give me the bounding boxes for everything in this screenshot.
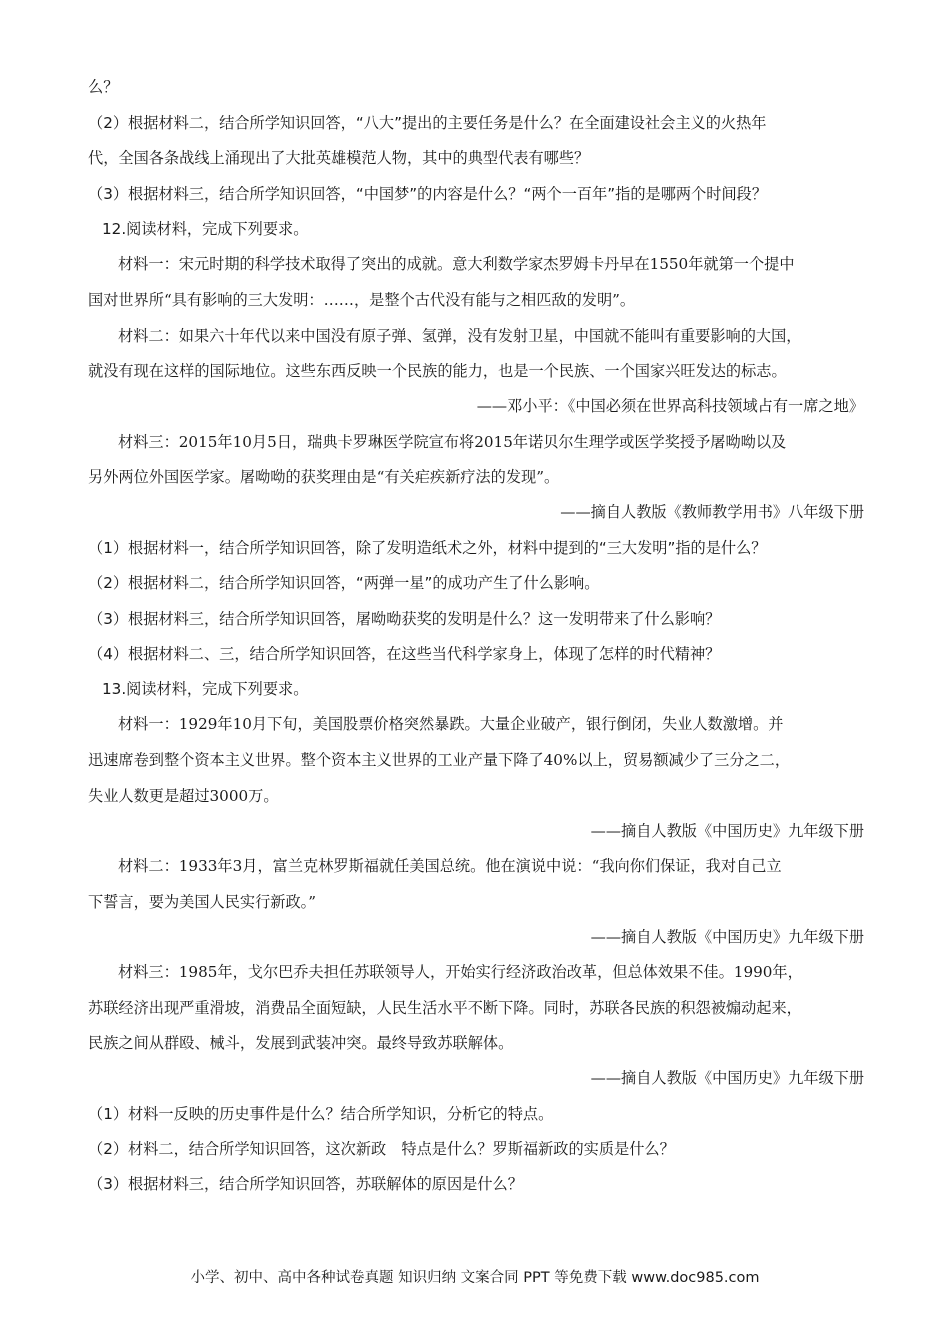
q13-material2-line2: 下誓言，要为美国人民实行新政。”: [88, 893, 316, 911]
q13-material2-source: ——摘自人教版《中国历史》九年级下册: [590, 928, 864, 946]
q13-part3: （3）根据材料三，结合所学知识回答，苏联解体的原因是什么？: [88, 1175, 523, 1193]
q12-material3-source: ——摘自人教版《教师教学用书》八年级下册: [560, 503, 864, 521]
q12-title: 12.阅读材料，完成下列要求。: [102, 220, 309, 238]
q13-material3-line3: 民族之间从群殴、械斗，发展到武装冲突。最终导致苏联解体。: [88, 1034, 514, 1052]
q13-material1-source: ——摘自人教版《中国历史》九年级下册: [590, 822, 864, 840]
q12-material3-line1: 材料三：2015年10月5日，瑞典卡罗琳医学院宣布将2015年诺贝尔生理学或医学奖授予屠呦呦以及: [118, 433, 787, 451]
q12-part2: （2）根据材料二，结合所学知识回答，“两弹一星”的成功产生了什么影响。: [88, 574, 600, 592]
q13-part2: （2）材料二，结合所学知识回答，这次新政 特点是什么？罗斯福新政的实质是什么？: [88, 1140, 675, 1158]
q13-material3-line1: 材料三：1985年，戈尔巴乔夫担任苏联领导人，开始实行经济政治改革，但总体效果不佳。1990年，: [118, 963, 803, 981]
q13-part1: （1）材料一反映的历史事件是什么？结合所学知识，分析它的特点。: [88, 1105, 554, 1123]
q13-title: 13.阅读材料，完成下列要求。: [102, 680, 309, 698]
q12-material1-line2: 国对世界所“具有影响的三大发明：……，是整个古代没有能与之相匹敌的发明”。: [88, 291, 636, 309]
q13-material1-line1: 材料一：1929年10月下旬，美国股票价格突然暴跌。大量企业破产，银行倒闭，失业人数激增。并: [118, 715, 784, 733]
q12-material3-line2: 另外两位外国医学家。屠呦呦的获奖理由是“有关疟疾新疗法的发现”。: [88, 468, 560, 486]
q11-part3: （3）根据材料三，结合所学知识回答，“中国梦”的内容是什么？“两个一百年”指的是哪两个时间段？: [88, 185, 768, 203]
q13-material3-source: ——摘自人教版《中国历史》九年级下册: [590, 1069, 864, 1087]
q12-material2-line2: 就没有现在这样的国际地位。这些东西反映一个民族的能力，也是一个民族、一个国家兴旺发达的标志。: [88, 362, 787, 380]
q12-part3: （3）根据材料三，结合所学知识回答，屠呦呦获奖的发明是什么？这一发明带来了什么影响？: [88, 610, 721, 628]
q13-material1-line3: 失业人数更是超过3000万。: [88, 787, 279, 805]
q12-material1-line1: 材料一：宋元时期的科学技术取得了突出的成就。意大利数学家杰罗姆卡丹早在1550年就第一个提中: [118, 255, 795, 273]
q13-material3-line2: 苏联经济出现严重滑坡，消费品全面短缺，人民生活水平不断下降。同时，苏联各民族的积怨被煽动起来，: [88, 999, 802, 1017]
q12-material2-line1: 材料二：如果六十年代以来中国没有原子弹、氢弹，没有发射卫星，中国就不能叫有重要影响的大国，: [118, 327, 802, 345]
q12-part1: （1）根据材料一，结合所学知识回答，除了发明造纸术之外，材料中提到的“三大发明”指的是什么？: [88, 539, 767, 557]
q12-part4: （4）根据材料二、三，结合所学知识回答，在这些当代科学家身上，体现了怎样的时代精神？: [88, 645, 721, 663]
q11-tail: 么？: [88, 78, 119, 96]
page-footer: 小学、初中、高中各种试卷真题 知识归纳 文案合同 PPT 等免费下载 www.doc985.com: [190, 1270, 760, 1286]
q11-part2-line1: （2）根据材料二，结合所学知识回答，“八大”提出的主要任务是什么？在全面建设社会主义的火热年: [88, 114, 767, 132]
q11-part2-line2: 代，全国各条战线上涌现出了大批英雄模范人物，其中的典型代表有哪些？: [88, 149, 590, 167]
q12-material2-source: ——邓小平：《中国必须在世界高科技领域占有一席之地》: [476, 397, 864, 415]
q13-material1-line2: 迅速席卷到整个资本主义世界。整个资本主义世界的工业产量下降了40%以上，贸易额减少了三分之二，: [88, 751, 791, 769]
q13-material2-line1: 材料二：1933年3月，富兰克林罗斯福就任美国总统。他在演说中说：“我向你们保证，我对自己立: [118, 857, 782, 875]
